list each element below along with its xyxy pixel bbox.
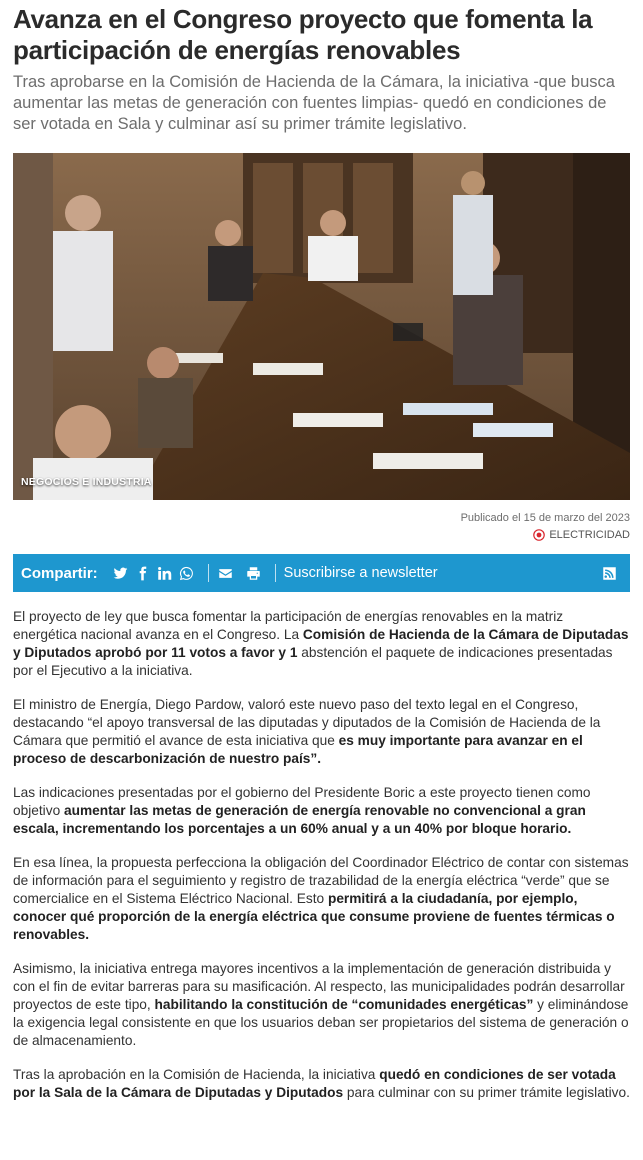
body-paragraph (13, 608, 630, 680)
newsletter-link[interactable]: Suscribirse a newsletter (283, 565, 438, 581)
body-paragraph (13, 1066, 630, 1102)
paragraph-text: Asimismo, la iniciativa entrega mayores incentivos a la implementación de generación distribuida y con el fin de evitar barreras para su masificación. Al respecto, las municipalidades podrán desarrollar proyectos de este tipo, (13, 961, 625, 1012)
body-paragraph (13, 854, 630, 944)
paragraph-text: Tras la aprobación en la Comisión de Hacienda, la iniciativa (13, 1067, 380, 1082)
article-body (13, 608, 630, 1102)
paragraph-text: El ministro de Energía, Diego Pardow, valoró este nuevo paso del texto legal en el Congreso, destacando “el apoyo transversal de las diputadas y diputados de la Comisión de Hacienda de la Cámara que permitió el avance de esta iniciativa que (13, 697, 601, 748)
meeting-photo (13, 153, 630, 500)
paragraph-bold-text: quedó en condiciones de ser votada por la Sala de la Cámara de Diputadas y Diputados (13, 1067, 616, 1100)
body-paragraph (13, 960, 630, 1050)
image-category-tag: NEGOCIOS E INDUSTRIA (21, 476, 152, 488)
article-subtitle: Tras aprobarse en la Comisión de Hacienda de la Cámara, la iniciativa -que busca aumentar las metas de generación con fuentes limpias- quedó en condiciones de ser votada en Sala y culminar así su primer trámite legislativo. (13, 73, 615, 133)
facebook-icon[interactable] (134, 564, 152, 582)
paragraph-text: Las indicaciones presentadas por el gobierno del Presidente Boric a este proyecto tienen como objetivo (13, 785, 591, 818)
category-label[interactable] (13, 529, 630, 541)
paragraph-text: y eliminándose la exigencia legal consistente en que los usuarios deban ser propietarios del sistema de generación o de almacenamiento. (13, 997, 629, 1048)
rss-icon[interactable] (600, 564, 618, 582)
share-separator (275, 564, 276, 582)
paragraph-bold-text: es muy importante para avanzar en el proceso de descarbonización de nuestro país”. (13, 733, 583, 766)
paragraph-text: En esa línea, la propuesta perfecciona la obligación del Coordinador Eléctrico de contar con sistemas de información para el seguimiento y registro de trazabilidad de la energía eléctrica “verde” que se comercialice en el Sistema Eléctrico Nacional. Esto (13, 855, 629, 906)
category-text[interactable]: ELECTRICIDAD (549, 529, 630, 541)
target-icon (533, 529, 545, 541)
print-icon[interactable] (245, 564, 263, 582)
whatsapp-icon[interactable] (178, 564, 196, 582)
body-paragraph (13, 696, 630, 768)
share-label: Compartir: (21, 564, 98, 582)
paragraph-bold-text: permitirá a la ciudadanía, por ejemplo, conocer qué proporción de la energía eléctrica que consume proviene de fuentes térmicas o renovables. (13, 891, 615, 942)
body-paragraph (13, 784, 630, 838)
paragraph-bold-text: aumentar las metas de generación de energía renovable no convencional a gran escala, incrementando los porcentajes a un 60% anual y a un 40% por bloque horario. (13, 803, 586, 836)
share-separator (208, 564, 209, 582)
email-icon[interactable] (217, 564, 235, 582)
paragraph-text: para culminar con su primer trámite legislativo. (343, 1085, 630, 1100)
paragraph-text: El proyecto de ley que busca fomentar la participación de energías renovables en la matriz energética nacional avanza en el Congreso. La (13, 609, 564, 642)
article-hero-image[interactable] (13, 153, 630, 500)
linkedin-icon[interactable] (156, 564, 174, 582)
twitter-icon[interactable] (112, 564, 130, 582)
published-date: Publicado el 15 de marzo del 2023 (460, 512, 630, 524)
paragraph-text: abstención el paquete de indicaciones presentadas por el Ejecutivo a la iniciativa. (13, 645, 613, 678)
share-bar (13, 554, 630, 592)
article-title: Avanza en el Congreso proyecto que fomenta la participación de energías renovables (13, 4, 593, 65)
paragraph-bold-text: Comisión de Hacienda de la Cámara de Diputadas y Diputados aprobó por 11 votos a favor y 1 (13, 627, 629, 660)
paragraph-bold-text: habilitando la constitución de “comunidades energéticas” (154, 997, 534, 1012)
